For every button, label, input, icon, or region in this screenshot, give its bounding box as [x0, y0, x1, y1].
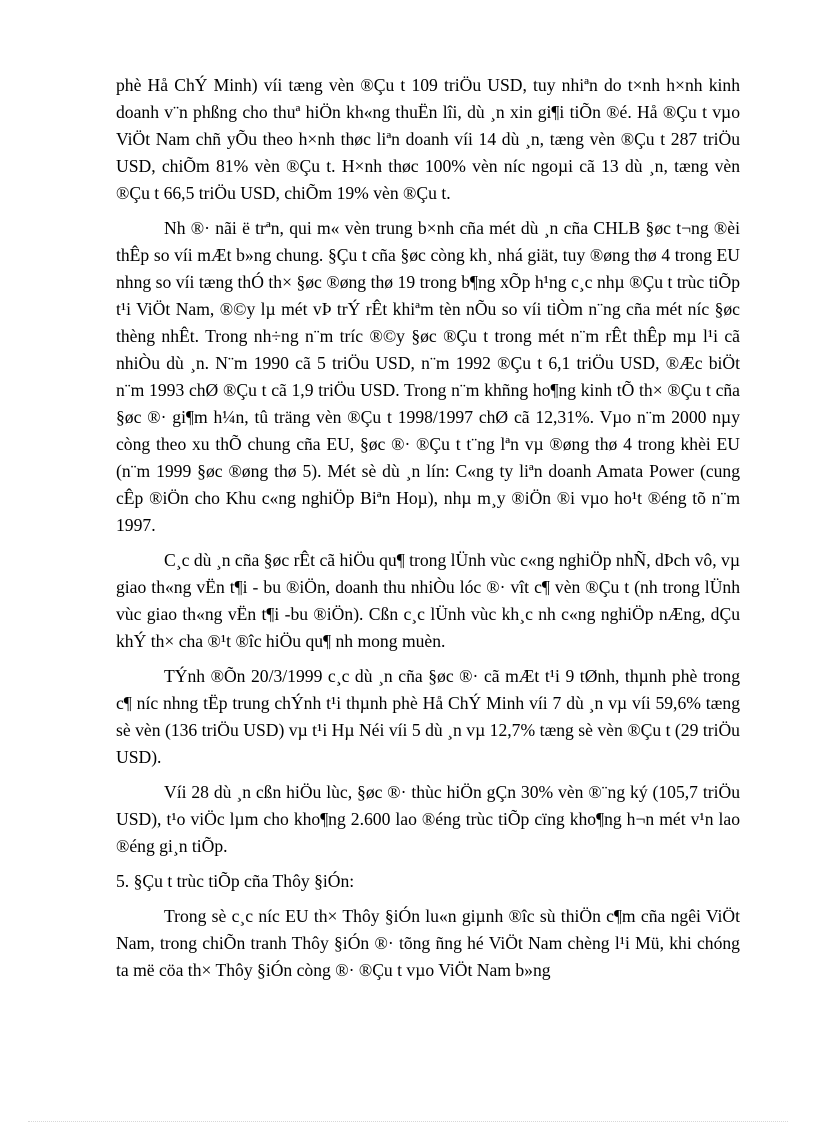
text-line: ®Çu t vµo ViÖt Nam chñ yÕu theo h×nh thøc liªn doanh víi 14 dù ¸n, tæng vèn: [116, 102, 740, 149]
text-line: trong c¶ níc nhng tËp trung chÝnh t¹i thµnh phè Hå ChÝ Minh víi 7 dù ¸n vµ: [116, 666, 740, 713]
text-line: Nh ®· nãi ë trªn, qui m« vèn trung b×nh cña mét dù ¸n cña CHLB §øc: [164, 218, 671, 238]
text-line: cã 1,9 triÖu USD. Trong n¨m khñng ho¶ng kinh tÕ th× ®Çu t cña §øc ®· gi¶m: [116, 380, 740, 427]
text-line: ®éng tõ n¨m 1997.: [116, 488, 741, 535]
text-line: h¼n, tû träng vèn ®Çu t 1998/1997 chØ cã 12,31%. Vµo n¨m 2000 nµy còng: [116, 407, 740, 454]
text-line: xÕp h¹ng c¸c nhµ ®Çu t trùc tiÕp t¹i ViÖt Nam, ®©y lµ mét vÞ trÝ rÊt khiªm: [116, 272, 740, 319]
paragraph-6: [116, 903, 740, 984]
text-line: kh¸c nh c«ng nghiÖp nÆng, dÇu khÝ th× cha ®¹t ®îc hiÖu qu¶ nh mong: [116, 604, 740, 651]
paragraph-4: [116, 663, 740, 771]
text-line: theo xu thÕ chung cña EU, §øc ®· ®Çu t t¨ng lªn vµ ®øng thø 4 trong khèi EU: [155, 434, 740, 454]
paragraph-1: [116, 72, 740, 207]
section-heading: 5. §Çu t trùc tiÕp cña Thôy §iÓn:: [116, 871, 355, 891]
paragraph-3: [116, 547, 740, 655]
text-line: phè Hå ChÝ Minh) víi tæng vèn ®Çu t 109 triÖu USD, tuy nhiªn do t×nh h×nh: [116, 75, 703, 95]
paragraph-5: [116, 779, 740, 860]
page-bottom-divider: [28, 1121, 788, 1122]
page-body: [116, 72, 740, 992]
paragraph-2: [116, 215, 740, 539]
text-line: TÝnh ®Õn 20/3/1999 c¸c dù ¸n cña §øc ®· cã mÆt t¹i 9 tØnh, thµnh phè: [164, 666, 698, 686]
text-line: t¬ng ®èi thÊp so víi mÆt b»ng chung. §Çu t cña §øc còng kh¸ nhá giät, tuy: [116, 218, 741, 265]
text-line: ngoµi cã 13 dù ¸n, tæng vèn ®Çu t 66,5 triÖu USD, chiÕm 19% vèn ®Çu t.: [116, 156, 740, 203]
text-line: kinh doanh v¨n phßng cho thuª hiÖn kh«ng thuËn lîi, dù ¸n xin gi¶i tiÕn ®é. Hå: [116, 75, 740, 122]
text-line: muèn.: [401, 631, 446, 651]
text-line: dÞch vô, vµ giao th«ng vËn t¶i - bu ®iÖn, doanh thu nhiÒu lóc ®· vît c¶ vèn: [116, 550, 740, 597]
text-line: (cung cÊp ®iÖn cho Khu c«ng nghiÖp Biªn Hoµ), nhµ m¸y ®iÖn ®i vµo ho¹t: [116, 461, 740, 508]
text-line: ®Çu t 287 triÖu USD, chiÕm 81% vèn ®Çu t. H×nh thøc 100% vèn níc: [116, 129, 740, 176]
text-line: l¹i Mü, khi chóng ta më cöa th× Thôy §iÓn còng ®· ®Çu t vµo ViÖt Nam b»ng: [116, 933, 740, 980]
text-line: (105,7 triÖu USD), t¹o viÖc lµm cho kho¶ng 2.600 lao ®éng trùc tiÕp cïng: [116, 782, 740, 829]
text-line: C¸c dù ¸n cña §øc rÊt cã hiÖu qu¶ trong lÜnh vùc c«ng nghiÖp nhÑ,: [164, 550, 651, 570]
text-line: ®©y §øc ®Çu t trong mét n¨m rÊt thÊp mµ l¹i cã nhiÒu dù ¸n. N¨m 1990 cã 5: [116, 326, 740, 373]
text-line: (n¨m 1999 §øc ®øng thø 5). Mét sè dù ¸n lín: C«ng ty liªn doanh Amata Power: [116, 461, 695, 481]
text-line: ®øng thø 4 trong EU nhng so víi tæng thÓ th× §øc ®øng thø 19 trong b¶ng: [116, 245, 740, 292]
text-line: víi 59,6% tæng sè vèn (136 triÖu USD) vµ t¹i Hµ Néi víi 5 dù ¸n vµ 12,7% tæng: [116, 693, 740, 740]
text-line: sè vèn ®Çu t (29 triÖu USD).: [116, 720, 740, 767]
text-line: triÖu USD, n¨m 1992 ®Çu t 6,1 triÖu USD, ®Æc biÖt n¨m 1993 chØ ®Çu t: [116, 353, 741, 400]
text-line: tèn nÕu so víi tiÒm n¨ng cña mét níc §øc thèng nhÊt. Trong nh÷ng n¨m tríc: [116, 299, 740, 346]
text-line: Trong sè c¸c níc EU th× Thôy §iÓn lu«n giµnh ®îc sù thiÖn c¶m cña: [164, 906, 666, 926]
text-line: ngêi ViÖt Nam, trong chiÕn tranh Thôy §iÓn ®· tõng ñng hé ViÖt Nam chèng: [116, 906, 740, 953]
text-line: Víi 28 dù ¸n cßn hiÖu lùc, §øc ®· thùc hiÖn gÇn 30% vèn ®¨ng ký: [164, 782, 648, 802]
text-line: ®Çu t (nh trong lÜnh vùc giao th«ng vËn t¶i -bu ®iÖn). Cßn c¸c lÜnh vùc: [116, 577, 740, 624]
text-line: kho¶ng h¬n mét v¹n lao ®éng gi¸n tiÕp.: [116, 809, 740, 856]
